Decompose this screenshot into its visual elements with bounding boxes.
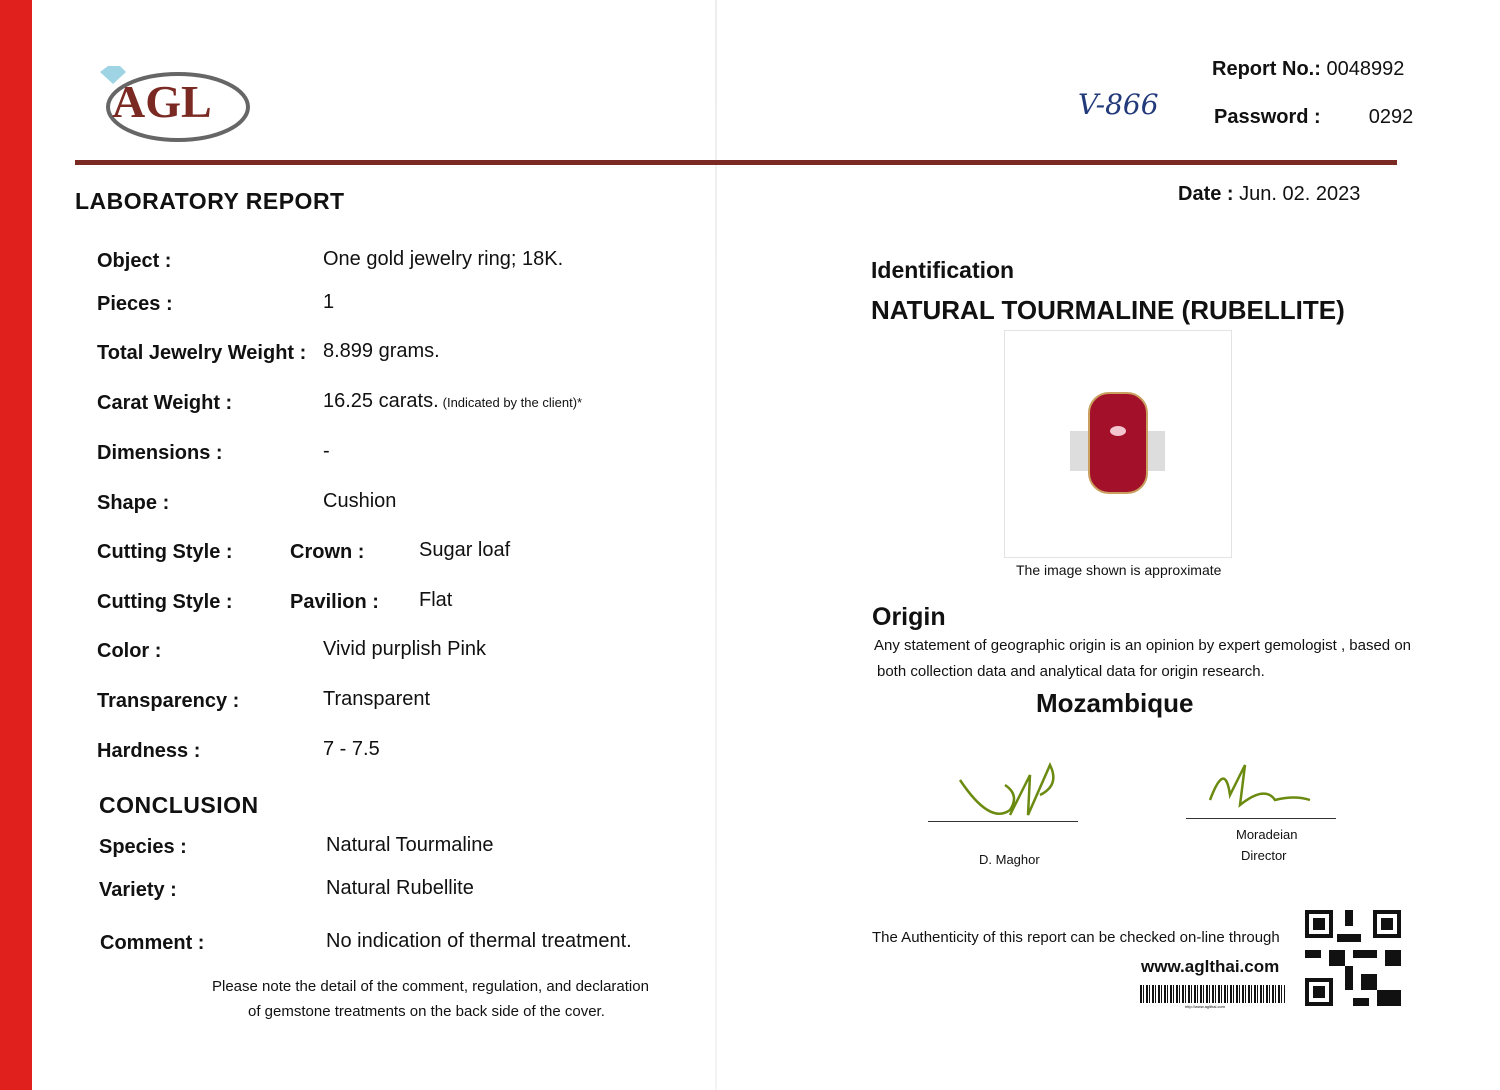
gem-photo [1004, 330, 1232, 558]
variety-value: Natural Rubellite [326, 877, 474, 899]
field-value-text: 16.25 carats. [323, 390, 439, 412]
field-label: Shape : [97, 492, 170, 514]
field-label: Carat Weight : [97, 392, 233, 414]
qr-code[interactable] [1305, 910, 1401, 1006]
authenticity-text: The Authenticity of this report can be checked on-line through [872, 929, 1280, 946]
agl-logo [98, 62, 253, 147]
treatment-note-2: of gemstone treatments on the back side of the cover. [248, 1003, 605, 1020]
report-date: Date : Jun. 02. 2023 [1178, 183, 1361, 205]
species-label: Species : [99, 836, 187, 858]
report-number: Report No.: 0048992 [1212, 58, 1405, 80]
field-value [419, 539, 510, 562]
field-value-text: Vivid purplish Pink [323, 638, 487, 660]
field-label: Dimensions : [97, 442, 223, 464]
signature-moradeian [1205, 755, 1320, 820]
field-value-text: - [323, 440, 330, 462]
signer-role-2: Director [1241, 848, 1287, 863]
signature-line [1186, 818, 1336, 819]
signer-name-1: D. Maghor [979, 852, 1040, 867]
species-value: Natural Tourmaline [326, 834, 494, 856]
signature-line [928, 821, 1078, 822]
identification-value: NATURAL TOURMALINE (RUBELLITE) [871, 295, 1345, 325]
red-edge-strip [0, 0, 32, 1090]
signer-name-2: Moradeian [1236, 827, 1298, 842]
conclusion-title: CONCLUSION [99, 792, 259, 818]
field-value-text: Sugar loaf [419, 539, 511, 561]
signature-maghor [950, 755, 1080, 835]
field-sublabel: Pavilion : [290, 591, 379, 613]
field-value [323, 340, 440, 363]
field-label: Pieces : [97, 293, 173, 315]
field-value [323, 688, 430, 711]
field-label: Transparency : [97, 690, 240, 712]
page-title: LABORATORY REPORT [75, 188, 345, 214]
field-label: Color : [97, 640, 162, 662]
field-value [323, 490, 396, 513]
field-value-text: One gold jewelry ring; 18K. [323, 248, 564, 270]
field-label: Total Jewelry Weight : [97, 342, 307, 364]
field-label: Cutting Style : [97, 591, 233, 613]
image-caption: The image shown is approximate [1016, 562, 1222, 578]
treatment-note-1: Please note the detail of the comment, regulation, and declaration [212, 978, 649, 995]
comment-value: No indication of thermal treatment. [326, 930, 632, 952]
variety-label: Variety : [99, 879, 177, 901]
svg-text:AGL: AGL [112, 76, 212, 127]
header-rule [75, 160, 1397, 165]
barcode-text: http://www.aglthai.com [1185, 1004, 1226, 1009]
field-value-text: Flat [419, 589, 453, 611]
field-label: Hardness : [97, 740, 201, 762]
field-label: Object : [97, 250, 172, 272]
origin-title: Origin [872, 603, 946, 631]
origin-desc-1: Any statement of geographic origin is an opinion by expert gemologist , based on [874, 637, 1411, 654]
field-label: Cutting Style : [97, 541, 233, 563]
field-value [419, 589, 452, 612]
field-sublabel: Crown : [290, 541, 365, 563]
field-value [323, 248, 563, 271]
handwritten-ref: V-866 [1078, 88, 1159, 121]
field-value-text: 7 - 7.5 [323, 738, 380, 760]
origin-value: Mozambique [1036, 688, 1194, 718]
field-value-text: 1 [323, 291, 335, 313]
barcode [1140, 985, 1285, 1003]
website-link[interactable]: www.aglthai.com [1141, 957, 1280, 976]
field-value-text: Cushion [323, 490, 397, 512]
field-value-text: 8.899 grams. [323, 340, 440, 362]
field-value [323, 738, 380, 761]
identification-title: Identification [871, 257, 1015, 283]
field-value [323, 390, 582, 413]
origin-desc-2: both collection data and analytical data for origin research. [877, 663, 1265, 680]
field-value [323, 638, 486, 661]
comment-label: Comment : [100, 932, 205, 954]
field-value [323, 440, 330, 463]
password: Password : 0292 [1214, 106, 1414, 128]
field-note: (Indicated by the client)* [442, 395, 583, 410]
field-value [323, 291, 334, 314]
field-value-text: Transparent [323, 688, 431, 710]
